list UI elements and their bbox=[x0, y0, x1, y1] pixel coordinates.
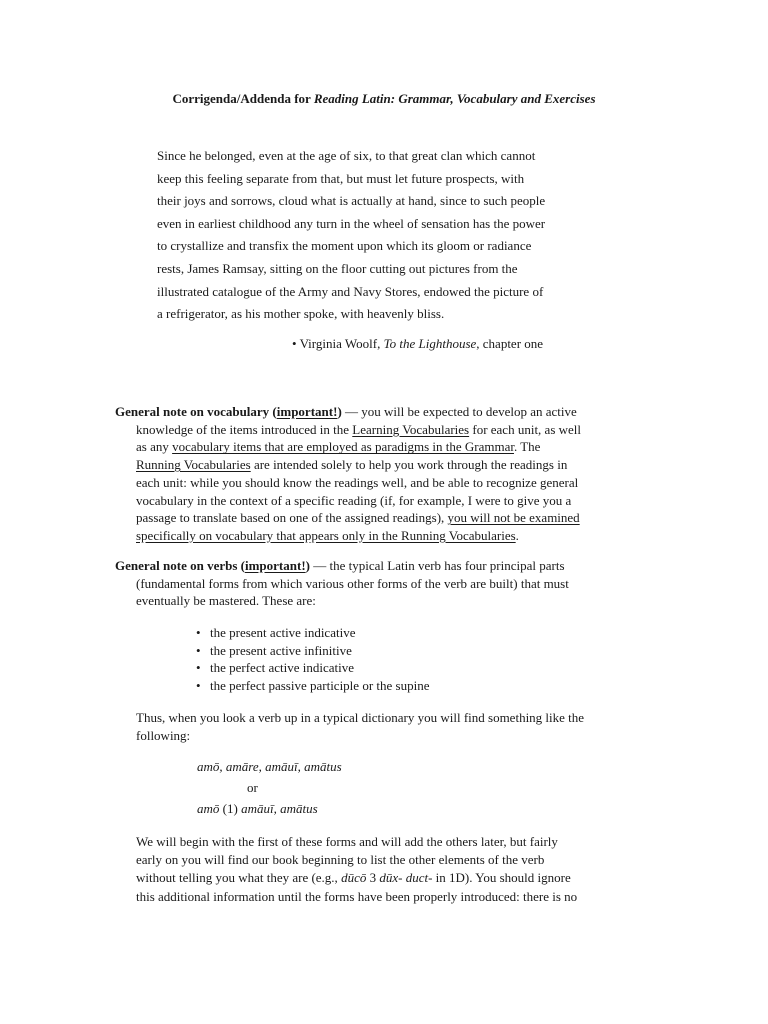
verbs-text: the typical Latin verb has four principal parts bbox=[329, 558, 565, 573]
verbs-note bbox=[115, 557, 660, 610]
attribution-rest: , chapter one bbox=[476, 336, 544, 351]
epigraph-line: to crystallize and transfix the moment upon which its gloom or radiance bbox=[157, 238, 532, 254]
list-item-text: the perfect passive participle or the supine bbox=[210, 677, 430, 693]
forms-line: We will begin with the first of these forms and will add the others later, but fairly bbox=[136, 834, 558, 849]
epigraph-line: a refrigerator, as his mother spoke, with heavenly bliss. bbox=[157, 306, 445, 322]
vocab-text: . The bbox=[513, 439, 541, 455]
bullet-icon: • bbox=[196, 677, 201, 693]
vocab-text: passage to translate based on one of the assigned readings), bbox=[136, 510, 448, 526]
forms-text: 3 bbox=[366, 870, 380, 886]
vocab-line-8 bbox=[115, 527, 660, 545]
vocab-text: . bbox=[515, 527, 519, 543]
bullet-icon: • bbox=[196, 625, 201, 640]
epigraph bbox=[157, 145, 617, 326]
epigraph-line: even in earliest childhood any turn in the wheel of sensation has the power bbox=[157, 215, 546, 231]
list-item bbox=[196, 642, 429, 660]
vocab-line-1 bbox=[115, 403, 660, 421]
vocab-text: for each unit, as well bbox=[469, 421, 582, 437]
vocab-underlined: Running Vocabularies bbox=[136, 457, 251, 473]
vocab-text: are intended solely to help you work through the readings in bbox=[250, 457, 568, 473]
vocab-heading: General note on vocabulary ( bbox=[115, 404, 277, 419]
epigraph-line: keep this feeling separate from that, but must let future prospects, with bbox=[157, 170, 525, 186]
forms-text: in 1D). You should ignore bbox=[432, 870, 571, 886]
epigraph-attribution bbox=[292, 336, 543, 352]
vocab-line-6: vocabulary in the context of a specific reading (if, for example, I were to give you a bbox=[136, 492, 572, 508]
list-item-text: the present active infinitive bbox=[210, 642, 352, 658]
verbs-dash: — bbox=[310, 558, 330, 573]
principal-parts-list bbox=[196, 624, 429, 694]
attribution-author: Virginia Woolf, bbox=[296, 336, 384, 351]
dictionary-example-2 bbox=[197, 801, 318, 817]
vocab-line-7 bbox=[115, 509, 660, 527]
forms-line: this additional information until the forms have been properly introduced: there is no bbox=[136, 888, 578, 904]
example-text: amāuī, amātus bbox=[241, 801, 318, 816]
example-or: or bbox=[247, 780, 258, 795]
vocab-text: as any bbox=[136, 439, 173, 455]
forms-text: without telling you what they are (e.g., bbox=[136, 870, 342, 886]
epigraph-line: illustrated catalogue of the Army and Navy Stores, endowed the picture of bbox=[157, 283, 544, 299]
verbs-important: important! bbox=[244, 558, 306, 573]
verbs-heading: General note on verbs ( bbox=[115, 558, 245, 573]
example-conjugation: (1) bbox=[219, 801, 242, 816]
vocabulary-note bbox=[115, 403, 660, 545]
vocab-line-4 bbox=[115, 456, 660, 474]
vocab-line-5: each unit: while you should know the readings well, and be able to recognize general bbox=[136, 474, 579, 490]
vocab-dash: — bbox=[341, 404, 362, 419]
epigraph-line: rests, James Ramsay, sitting on the floor cutting out pictures from the bbox=[157, 260, 518, 276]
dictionary-line: following: bbox=[136, 728, 191, 743]
forms-line bbox=[136, 869, 666, 887]
attribution-bullet: • bbox=[292, 336, 297, 351]
verbs-line-1 bbox=[115, 557, 660, 575]
vocab-line-3 bbox=[115, 438, 660, 456]
forms-latin: dūx- duct- bbox=[379, 870, 433, 886]
verbs-line-3: eventually be mastered. These are: bbox=[136, 593, 316, 609]
document-title bbox=[0, 91, 768, 107]
vocab-underlined: you will not be examined bbox=[447, 510, 580, 526]
vocab-text: knowledge of the items introduced in the bbox=[136, 421, 353, 437]
dictionary-example-1 bbox=[197, 759, 342, 775]
list-item bbox=[196, 659, 429, 677]
title-prefix: Corrigenda/Addenda for bbox=[172, 91, 314, 106]
vocab-text: you will be expected to develop an active bbox=[361, 404, 577, 419]
attribution-work: To the Lighthouse bbox=[383, 336, 477, 351]
vocab-underlined: specifically on vocabulary that appears only in the Running Vocabularies bbox=[136, 527, 516, 543]
forms-line: early on you will find our book beginning to list the other elements of the verb bbox=[136, 852, 545, 868]
vocab-underlined: vocabulary items that are employed as paradigms in the Grammar bbox=[172, 439, 514, 455]
bullet-icon: • bbox=[196, 642, 201, 658]
list-item bbox=[196, 677, 429, 695]
list-item-text: the perfect active indicative bbox=[210, 660, 355, 676]
vocab-important: important! bbox=[276, 404, 338, 419]
example-text: amō, amāre, amāuī, amātus bbox=[197, 759, 342, 774]
epigraph-line: Since he belonged, even at the age of six, to that great clan which cannot bbox=[157, 148, 536, 163]
dictionary-line: Thus, when you look a verb up in a typical dictionary you will find something like the bbox=[136, 710, 585, 725]
title-book: Reading Latin: Grammar, Vocabulary and Exercises bbox=[313, 91, 596, 106]
bullet-icon: • bbox=[196, 660, 201, 676]
forms-latin: dūcō bbox=[341, 870, 367, 886]
vocab-underlined: Learning Vocabularies bbox=[352, 421, 470, 437]
verbs-heading-close: ) bbox=[305, 558, 310, 573]
list-item-text: the present active indicative bbox=[210, 625, 356, 640]
forms-paragraph bbox=[136, 833, 666, 906]
verbs-line-2: (fundamental forms from which various other forms of the verb are built) that must bbox=[136, 575, 569, 591]
example-text: amō bbox=[197, 801, 220, 816]
dictionary-paragraph bbox=[136, 709, 666, 745]
vocab-line-2 bbox=[115, 421, 660, 439]
vocab-heading-close: ) bbox=[337, 404, 342, 419]
list-item bbox=[196, 624, 429, 642]
epigraph-line: their joys and sorrows, cloud what is actually at hand, since to such people bbox=[157, 193, 546, 209]
